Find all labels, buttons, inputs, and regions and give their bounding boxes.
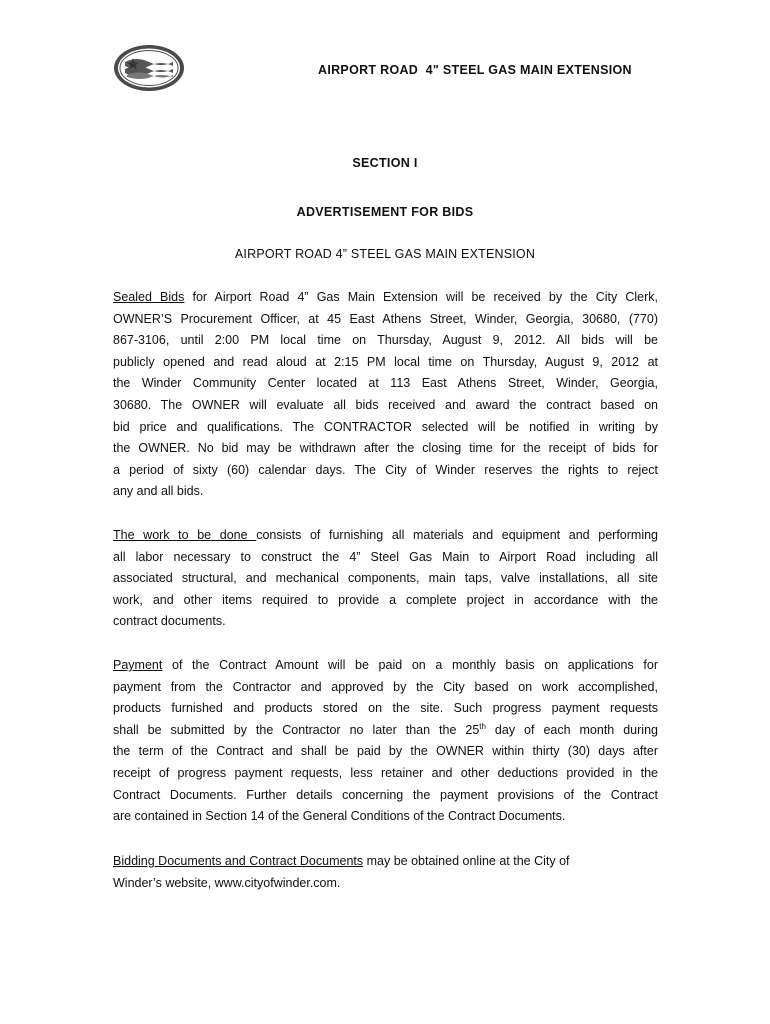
- payment-heading: Payment: [113, 658, 163, 672]
- work-paragraph: [113, 525, 658, 633]
- project-title: AIRPORT ROAD 4” STEEL GAS MAIN EXTENSION: [234, 247, 536, 261]
- paragraph-line: are contained in Section 14 of the General Conditions of the Contract Documents.: [113, 809, 566, 824]
- paragraph-line: [113, 720, 658, 742]
- line-text: of the Contract Amount will be paid on a monthly basis on applications for: [162, 658, 658, 672]
- paragraph-line: receipt of progress payment requests, less retainer and other deductions provided in the: [113, 765, 658, 780]
- paragraph-line: the Winder Community Center located at 113 East Athens Street, Winder, Georgia,: [113, 376, 658, 391]
- paragraph-line: [113, 655, 658, 677]
- payment-paragraph: [113, 655, 658, 828]
- line-text: consists of furnishing all materials and equipment and performing: [256, 528, 658, 542]
- line-text: may be obtained online at the City of: [363, 854, 570, 868]
- paragraph-line: 30680. The OWNER will evaluate all bids received and award the contract based on: [113, 397, 658, 412]
- paragraph-line: the term of the Contract and shall be paid by the OWNER within thirty (30) days after: [113, 744, 658, 759]
- sealed-bids-heading: Sealed Bids: [113, 290, 185, 304]
- paragraph-line: [113, 851, 658, 873]
- paragraph-line: a period of sixty (60) calendar days. The City of Winder reserves the rights to reject: [113, 462, 658, 477]
- paragraph-line: associated structural, and mechanical components, main taps, valve installations, all site: [113, 571, 658, 586]
- paragraph-line: [113, 525, 658, 547]
- paragraph-line: Contract Documents. Further details concerning the payment provisions of the Contract: [113, 787, 658, 802]
- sealed-bids-paragraph: [113, 287, 658, 503]
- line-text: for Airport Road 4” Gas Main Extension will be received by the City Clerk,: [184, 290, 658, 304]
- line-text: shall be submitted by the Contractor no later than the 25: [113, 722, 480, 737]
- paragraph-line: products furnished and products stored on the site. Such progress payment requests: [113, 701, 658, 716]
- advertisement-title: ADVERTISEMENT FOR BIDS: [296, 205, 474, 219]
- paragraph-line: [113, 287, 658, 309]
- paragraph-line: payment from the Contractor and approved by the City based on work accomplished,: [113, 679, 658, 694]
- paragraph-line: 867-3106, until 2:00 PM local time on Thursday, August 9, 2012. All bids will be: [113, 333, 658, 348]
- ordinal-suffix: th: [479, 721, 486, 731]
- paragraph-line: work, and other items required to provide a complete project in accordance with the: [113, 592, 658, 607]
- bidding-documents-paragraph: [113, 851, 658, 894]
- line-text: day of each month during: [485, 722, 658, 737]
- work-heading: The work to be done: [113, 528, 257, 542]
- paragraph-line: publicly opened and read aloud at 2:15 PM local time on Thursday, August 9, 2012 at: [113, 354, 658, 369]
- bidding-documents-heading: Bidding Documents and Contract Documents: [113, 854, 364, 868]
- section-title: SECTION I: [352, 156, 418, 170]
- paragraph-line: contract documents.: [113, 614, 226, 629]
- paragraph-line: Winder’s website, www.cityofwinder.com.: [113, 875, 341, 890]
- paragraph-line: the OWNER. No bid may be withdrawn after the closing time for the receipt of bids for: [113, 441, 658, 456]
- paragraph-line: all labor necessary to construct the 4” Steel Gas Main to Airport Road including all: [113, 549, 658, 564]
- paragraph-line: OWNER’S Procurement Officer, at 45 East Athens Street, Winder, Georgia, 30680, (770): [113, 311, 658, 326]
- city-seal-logo: [113, 44, 185, 92]
- paragraph-line: bid price and qualifications. The CONTRACTOR selected will be notified in writing by: [113, 419, 658, 434]
- paragraph-line: any and all bids.: [113, 484, 204, 499]
- header-title: AIRPORT ROAD 4" STEEL GAS MAIN EXTENSION: [318, 63, 632, 77]
